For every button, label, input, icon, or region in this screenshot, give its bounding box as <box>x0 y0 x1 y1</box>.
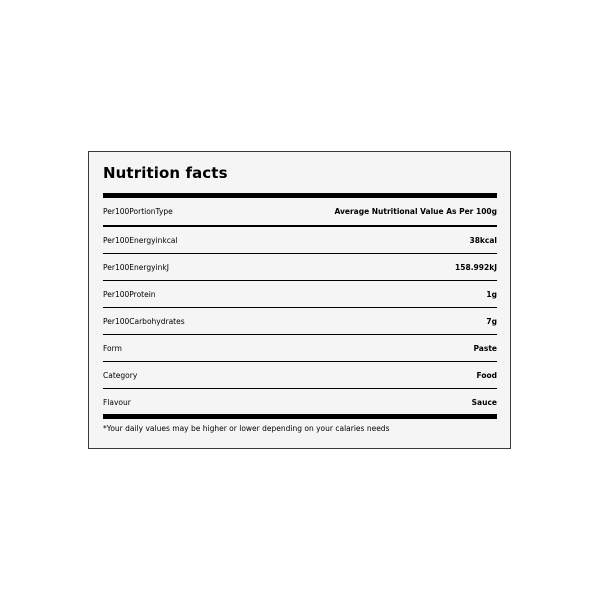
table-row <box>103 308 497 335</box>
table-row <box>103 227 497 254</box>
row-value: Paste <box>473 343 497 353</box>
row-value: Food <box>476 370 497 380</box>
row-label: Per100EnergyinkJ <box>103 262 169 272</box>
row-value: 158.992kJ <box>455 262 497 272</box>
row-label: Category <box>103 370 138 380</box>
row-value: 38kcal <box>469 235 497 245</box>
table-row <box>103 254 497 281</box>
row-label: Flavour <box>103 398 131 407</box>
header-label: Per100PortionType <box>103 207 173 216</box>
row-label: Per100Protein <box>103 289 156 299</box>
table-row <box>103 389 497 416</box>
table-header-row <box>103 198 497 227</box>
row-label: Per100Energyinkcal <box>103 235 178 245</box>
header-value: Average Nutritional Value As Per 100g <box>334 207 497 216</box>
nutrition-table <box>103 198 497 416</box>
footnote: *Your daily values may be higher or lower depending on your calaries needs <box>103 424 390 433</box>
row-value: Sauce <box>471 398 497 407</box>
panel-title: Nutrition facts <box>103 164 228 182</box>
row-value: 7g <box>486 316 497 326</box>
row-label: Per100Carbohydrates <box>103 316 185 326</box>
row-label: Form <box>103 343 122 353</box>
nutrition-facts-panel <box>88 151 511 449</box>
row-value: 1g <box>486 289 497 299</box>
table-row <box>103 362 497 389</box>
table-row <box>103 281 497 308</box>
bottom-divider <box>103 414 497 419</box>
table-row <box>103 335 497 362</box>
